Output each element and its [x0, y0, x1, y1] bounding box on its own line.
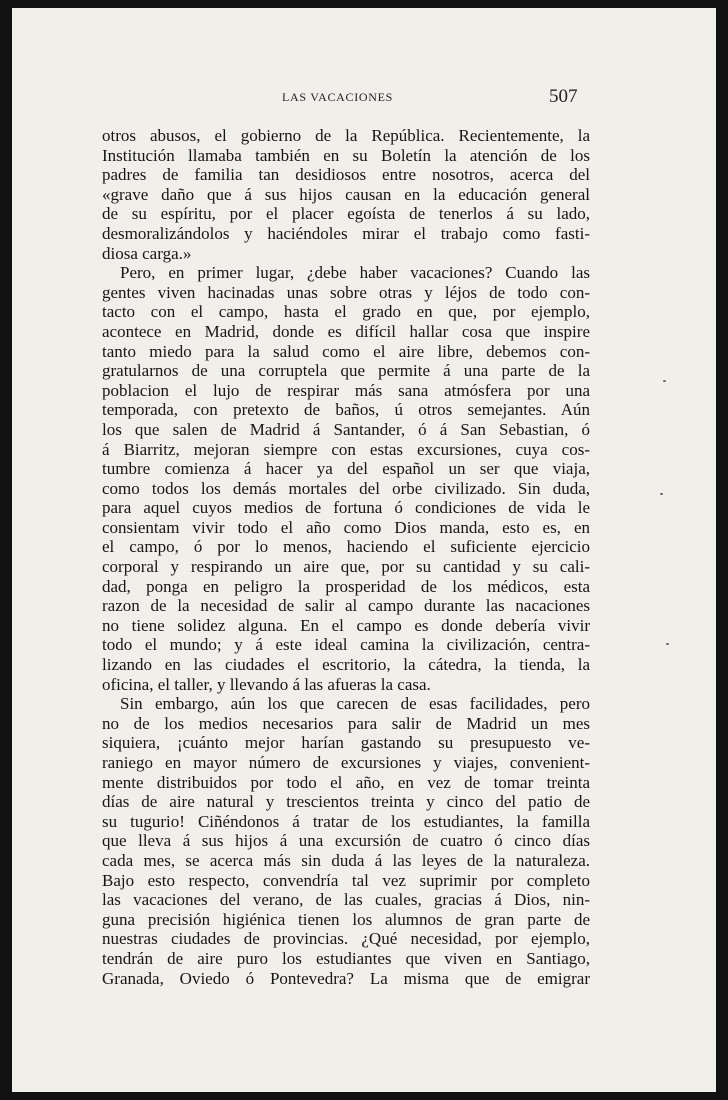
- text-line: los que salen de Madrid á Santander, ó á San Sebastian, ó: [102, 419, 590, 439]
- text-line: las vacaciones del verano, de las cuales, gracias á Dios, nin-: [102, 890, 590, 910]
- text-line: Sin embargo, aún los que carecen de esas facilidades, pero: [120, 694, 590, 714]
- text-line: siquiera, ¡cuánto mejor harían gastando su presupuesto ve-: [102, 733, 590, 753]
- text-line: lizando en las ciudades el escritorio, la cátedra, la tienda, la: [102, 655, 590, 675]
- text-line: tacto con el campo, hasta el grado en que, por ejemplo,: [102, 302, 590, 322]
- text-line: Bajo esto respecto, convendría tal vez suprimir por completo: [102, 870, 590, 890]
- text-line: otros abusos, el gobierno de la República. Recientemente, la: [102, 126, 590, 145]
- text-line: á Biarritz, mejoran siempre con estas excursiones, cuya cos-: [102, 439, 590, 459]
- text-line: Institución llamaba también en su Boletín la atención de los: [102, 145, 590, 165]
- text-line: desmoralizándolos y haciéndoles mirar el trabajo como fasti-: [102, 223, 590, 243]
- text-line: Pero, en primer lugar, ¿debe haber vacaciones? Cuando las: [120, 263, 590, 283]
- text-line: consientam vivir todo el año como Dios manda, esto es, en: [102, 517, 590, 537]
- text-line: tanto miedo para la salud como el aire libre, debemos con-: [102, 341, 590, 361]
- text-line: no tiene solidez alguna. En el campo es donde debería vivir: [102, 615, 590, 635]
- text-line: para aquel cuyos medios de fortuna ó condiciones de vida le: [102, 498, 590, 518]
- page-number: 507: [549, 86, 578, 107]
- page-header: [12, 86, 716, 116]
- text-line: mente distribuidos por todo el año, en vez de tomar treinta: [102, 772, 590, 792]
- text-line: tendrán de aire puro los estudiantes que viven en Santiago,: [102, 948, 590, 968]
- text-line: tumbre comienza á hacer ya del español un ser que viaja,: [102, 459, 590, 479]
- running-title: LAS VACACIONES: [282, 90, 394, 104]
- text-line: razon de la necesidad de salir al campo durante las nacaciones: [102, 596, 590, 616]
- text-line: de su espíritu, por el placer egoísta de tenerlos á su lado,: [102, 204, 590, 224]
- text-line: acontece en Madrid, donde es difícil hallar cosa que inspire: [102, 321, 590, 341]
- text-line: gentes viven hacinadas unas sobre otras y léjos de todo con-: [102, 282, 590, 302]
- text-line: poblacion el lujo de respirar más sana atmósfera por una: [102, 380, 590, 400]
- text-line: que lleva á sus hijos á una excursión de cuatro ó cinco días: [102, 831, 590, 851]
- text-line: diosa carga.»: [102, 243, 192, 263]
- text-line: padres de familia tan desidiosos entre nosotros, acerca del: [102, 165, 590, 185]
- text-line: cada mes, se acerca más sin duda á las leyes de la naturaleza.: [102, 850, 590, 870]
- text-line: oficina, el taller, y llevando á las afueras la casa.: [102, 674, 431, 694]
- text-line: guna precisión higiénica tienen los alumnos de gran parte de: [102, 909, 590, 929]
- text-line: gratularnos de una corruptela que permite á una parte de la: [102, 361, 590, 381]
- text-line: Granada, Oviedo ó Pontevedra? La misma que de emigrar: [102, 968, 590, 988]
- text-line: el campo, ó por lo menos, haciendo el suficiente ejercicio: [102, 537, 590, 557]
- text-line: no de los medios necesarios para salir de Madrid un mes: [102, 713, 590, 733]
- paper-speck: [663, 380, 666, 382]
- text-line: corporal y respirando un aire que, por su cantidad y su cali-: [102, 557, 590, 577]
- text-line: temporada, con pretexto de baños, ú otros semejantes. Aún: [102, 400, 590, 420]
- body-text: [102, 126, 590, 988]
- text-line: su tugurio! Ciñéndonos á tratar de los estudiantes, la familla: [102, 811, 590, 831]
- text-line: días de aire natural y trescientos treinta y cinco del patio de: [102, 792, 590, 812]
- text-line: nuestras ciudades de provincias. ¿Qué necesidad, por ejemplo,: [102, 929, 590, 949]
- text-line: todo el mundo; y á este ideal camina la civilización, centra-: [102, 635, 590, 655]
- text-line: raniego en mayor número de excursiones y viajes, convenient-: [102, 753, 590, 772]
- paper-speck: [660, 493, 663, 495]
- text-line: dad, ponga en peligro la prosperidad de los médicos, esta: [102, 576, 590, 596]
- text-line: como todos los demás mortales del orbe civilizado. Sin duda,: [102, 478, 590, 498]
- paper-speck: [666, 643, 669, 645]
- book-page: [12, 8, 716, 1092]
- text-line: «grave daño que á sus hijos causan en la educación general: [102, 184, 590, 204]
